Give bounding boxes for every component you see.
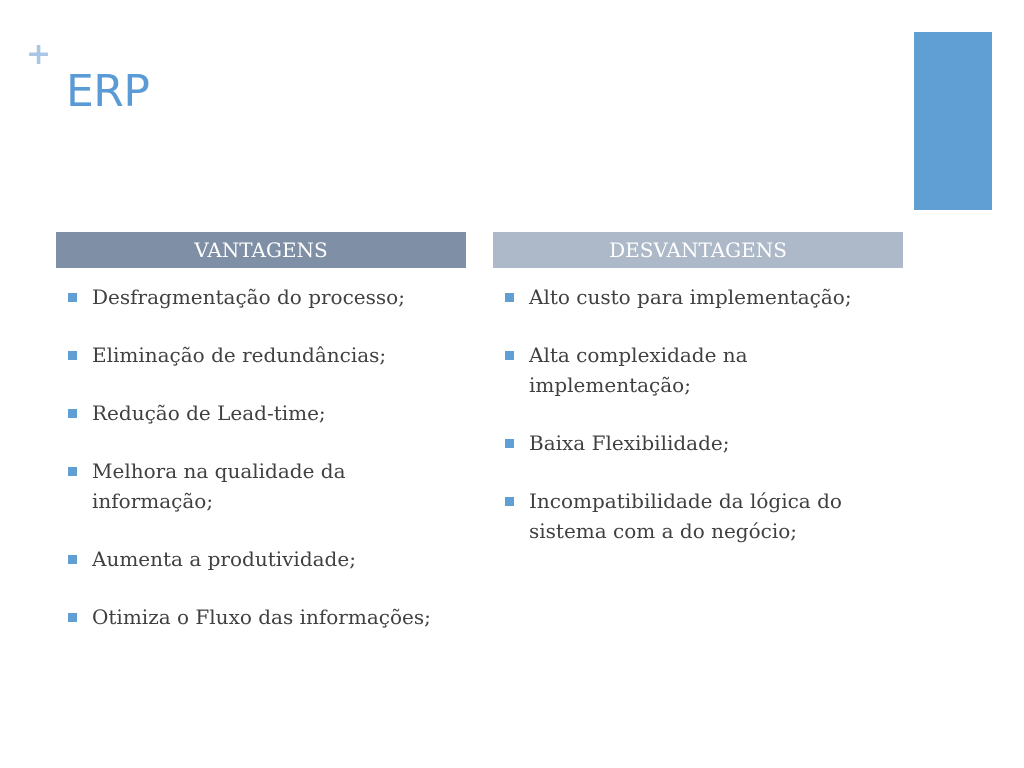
list-item	[66, 456, 466, 516]
list-item	[66, 602, 466, 632]
disadvantages-list	[503, 282, 903, 574]
disadvantages-header: DESVANTAGENS	[493, 232, 903, 268]
square-bullet-icon	[505, 439, 514, 448]
list-item-text: Alto custo para implementação;	[529, 285, 852, 309]
plus-icon: +	[26, 37, 52, 72]
list-item	[503, 486, 903, 546]
square-bullet-icon	[68, 293, 77, 302]
list-item	[66, 544, 466, 574]
list-item-text: Otimiza o Fluxo das informações;	[92, 605, 431, 629]
square-bullet-icon	[68, 467, 77, 476]
list-item	[66, 282, 466, 312]
list-item	[503, 428, 903, 458]
list-item-text: Baixa Flexibilidade;	[529, 431, 730, 455]
square-bullet-icon	[505, 293, 514, 302]
square-bullet-icon	[68, 613, 77, 622]
square-bullet-icon	[505, 351, 514, 360]
list-item	[503, 340, 903, 400]
slide-title: ERP	[66, 66, 150, 117]
square-bullet-icon	[68, 351, 77, 360]
list-item-text: Aumenta a produtividade;	[92, 547, 356, 571]
list-item-text: Incompatibilidade da lógica do sistema com a do negócio;	[529, 489, 842, 543]
square-bullet-icon	[68, 409, 77, 418]
list-item-text: Eliminação de redundâncias;	[92, 343, 387, 367]
list-item	[66, 340, 466, 370]
list-item-text: Redução de Lead-time;	[92, 401, 326, 425]
list-item-text: Alta complexidade na implementação;	[529, 343, 748, 397]
advantages-list	[66, 282, 466, 660]
list-item	[66, 398, 466, 428]
square-bullet-icon	[68, 555, 77, 564]
advantages-header: VANTAGENS	[56, 232, 466, 268]
square-bullet-icon	[505, 497, 514, 506]
accent-block	[914, 32, 992, 210]
list-item-text: Melhora na qualidade da informação;	[92, 459, 346, 513]
list-item-text: Desfragmentação do processo;	[92, 285, 405, 309]
list-item	[503, 282, 903, 312]
